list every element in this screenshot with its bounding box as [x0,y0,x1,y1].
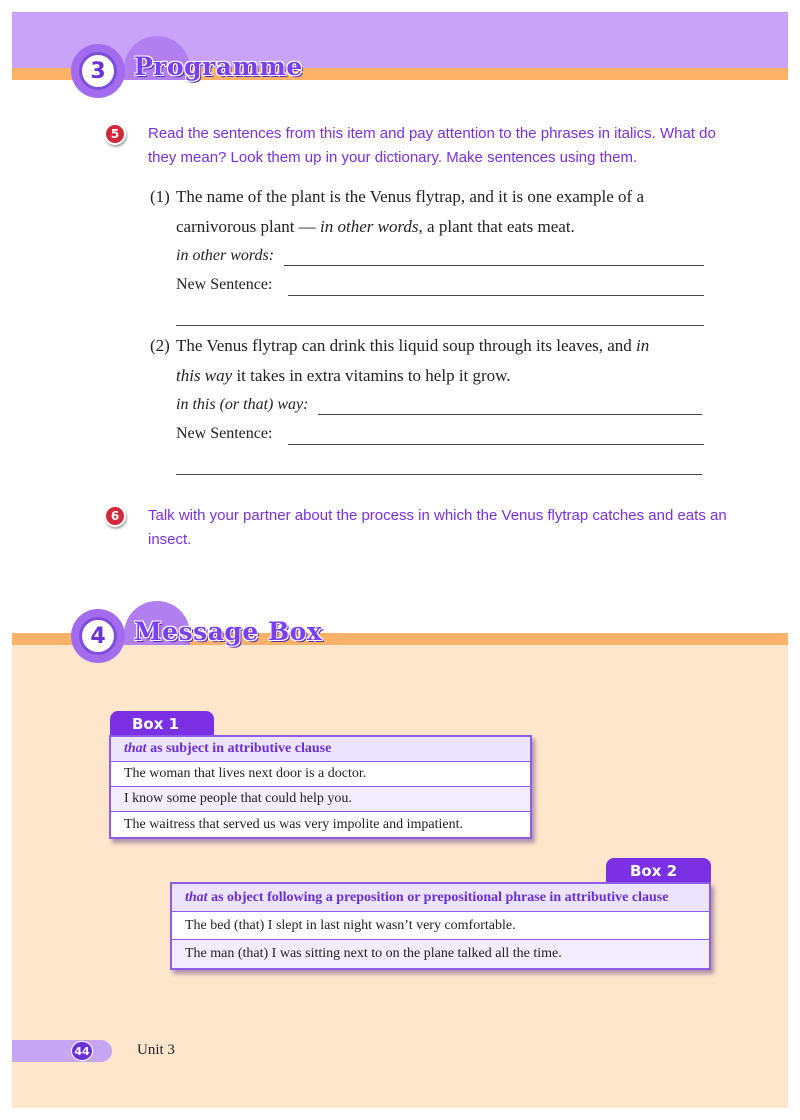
table-row: The bed (that) I slept in last night wasn’t very comfortable. [172,912,709,940]
item-1-sentence-blank[interactable] [288,295,704,296]
task-6-instruction: Talk with your partner about the process in which the Venus flytrap catches and eats an insect. [148,507,727,548]
task-6-badge: 6 [104,505,126,527]
item-1-text-a: carnivorous plant — [176,217,320,236]
box-1-header-keyword: that [124,741,147,756]
item-1-line-2 [176,217,575,237]
box-1-header-text: as subject in attributive clause [146,741,332,756]
item-2-line-2 [176,366,511,386]
item-2-phrase-end: this way [176,366,233,385]
section-4-number: 4 [79,617,117,655]
task-5-badge: 5 [104,123,126,145]
task-5-instruction: Read the sentences from this item and pay attention to the phrases in italics. What do they mean? Look them up in your dictionary. Make sentences using them. [148,125,716,166]
table-row: The man (that) I was sitting next to on the plane talked all the time. [172,940,709,968]
item-1-phrase-label: in other words: [176,247,275,264]
item-2-sentence-blank[interactable] [288,444,704,445]
table-row: The waitress that served us was very impolite and impatient. [124,816,464,832]
item-2-sentence-blank-2[interactable] [176,474,702,475]
section-3-badge [71,44,125,98]
item-2-phrase-label: in this (or that) way: [176,396,309,413]
page-number: 44 [71,1041,93,1061]
section-4-title: Message Box [134,617,323,646]
item-2-text-a: The Venus flytrap can drink this liquid soup through its leaves, and [176,336,637,355]
item-2-phrase-blank[interactable] [318,414,702,415]
section-3-number: 3 [79,52,117,90]
box-1-header [111,737,530,762]
box-1-tab: Box 1 [110,711,214,737]
table-row: I know some people that could help you. [111,787,530,812]
item-2-text-b: it takes in extra vitamins to help it grow. [232,366,511,385]
item-1-phrase: in other words [320,217,419,236]
table-row: The woman that lives next door is a doctor. [111,762,530,787]
item-2-phrase-start: in [636,336,650,355]
box-2-tab: Box 2 [606,858,711,884]
box-2-header-keyword: that [185,889,208,905]
footer-bar [12,1040,112,1062]
box-1-table [109,735,532,839]
item-1-phrase-blank[interactable] [284,265,704,266]
unit-label: Unit 3 [137,1042,175,1058]
item-1-line-1: The name of the plant is the Venus flytrap, and it is one example of a [176,187,644,206]
section-4-badge [71,609,125,663]
item-1-number: (1) [150,187,170,206]
item-1-sentence-blank-2[interactable] [176,325,704,326]
item-2-number: (2) [150,336,170,355]
item-1-new-sentence-label: New Sentence: [176,276,273,293]
section-3-title: Programme [134,52,303,81]
item-2-new-sentence-label: New Sentence: [176,425,273,442]
box-2-table [170,882,711,970]
box-2-header-text: as object following a preposition or prepositional phrase in attributive clause [207,889,669,905]
item-1-text-b: , a plant that eats meat. [418,217,575,236]
box-2-header [172,884,709,912]
item-2-line-1 [176,336,649,356]
